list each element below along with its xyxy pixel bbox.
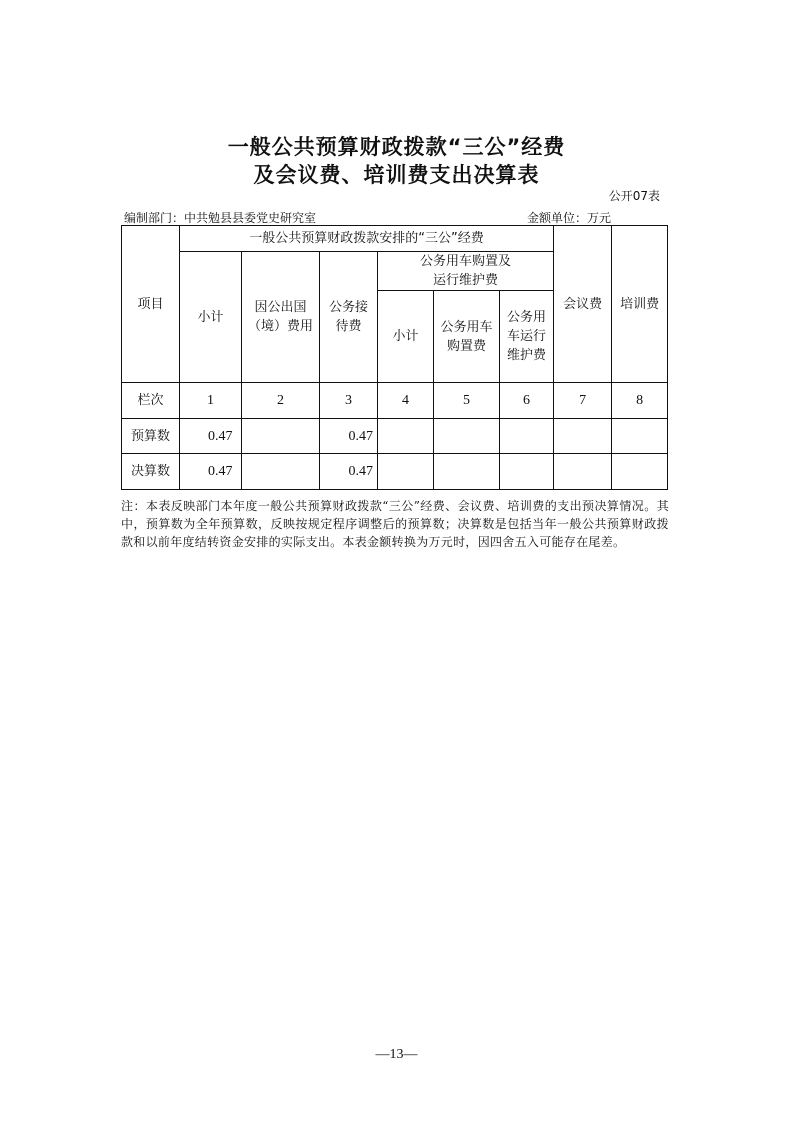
cell [612, 454, 668, 490]
header-abroad-text: 因公出国（境）费用 [247, 300, 313, 334]
cell [554, 419, 612, 454]
header-vehicle-group [378, 252, 554, 291]
header-meeting: 会议费 [554, 226, 612, 383]
department-label: 编制部门：中共勉县县委党史研究室 [124, 211, 317, 225]
cell: 5 [434, 383, 500, 419]
cell: 0.47 [180, 454, 242, 490]
cell: 1 [180, 383, 242, 419]
header-vehicle-purchase [434, 291, 500, 383]
table-row [122, 383, 668, 419]
cell [242, 454, 320, 490]
header-training: 培训费 [612, 226, 668, 383]
cell: 3 [320, 383, 378, 419]
cell [554, 454, 612, 490]
cell [434, 454, 500, 490]
cell [242, 419, 320, 454]
expenditure-table [121, 225, 668, 490]
header-vehicle-operation [500, 291, 554, 383]
header-vehicle-group-text: 公务用车购置及运行维护费 [420, 254, 512, 288]
cell [500, 419, 554, 454]
cell [500, 454, 554, 490]
cell: 6 [500, 383, 554, 419]
table-title-line-1: 一般公共预算财政拨款“三公”经费 [227, 135, 566, 159]
row-label-final: 决算数 [122, 454, 180, 490]
header-vehicle-purchase-text: 公务用车购置费 [440, 319, 493, 354]
page-number: —13— [375, 1047, 418, 1062]
cell: 7 [554, 383, 612, 419]
cell: 4 [378, 383, 434, 419]
header-reception [320, 252, 378, 383]
cell [612, 419, 668, 454]
cell: 0.47 [180, 419, 242, 454]
header-item: 项目 [122, 226, 180, 383]
header-vehicle-operation-text: 公务用车运行维护费 [507, 310, 547, 363]
cell: 2 [242, 383, 320, 419]
cell [378, 419, 434, 454]
table-row [122, 454, 668, 490]
table-note: 注：本表反映部门本年度一般公共预算财政拨款“三公”经费、会议费、培训费的支出预决算情况。其中，预算数为全年预算数，反映按规定程序调整后的预算数；决算数是包括当年一般公共预算财政拨款和以前年度结转资金安排的实际支出。本表金额转换为万元时，因四舍五入可能存在尾差。 [121, 499, 669, 549]
amount-unit-label: 金额单位：万元 [527, 211, 612, 225]
cell [378, 454, 434, 490]
table-row [122, 419, 668, 454]
header-subtotal: 小计 [180, 252, 242, 383]
header-reception-text: 公务接待费 [328, 300, 368, 334]
cell: 8 [612, 383, 668, 419]
header-abroad [242, 252, 320, 383]
cell: 0.47 [320, 454, 378, 490]
cell: 0.47 [320, 419, 378, 454]
row-label-column-index: 栏次 [122, 383, 180, 419]
table-title-line-2: 及会议费、培训费支出决算表 [253, 163, 540, 187]
header-three-public-group: 一般公共预算财政拨款安排的“三公”经费 [180, 226, 554, 252]
row-label-budget: 预算数 [122, 419, 180, 454]
form-code: 公开07表 [608, 189, 660, 203]
cell [434, 419, 500, 454]
header-vehicle-subtotal: 小计 [378, 291, 434, 383]
